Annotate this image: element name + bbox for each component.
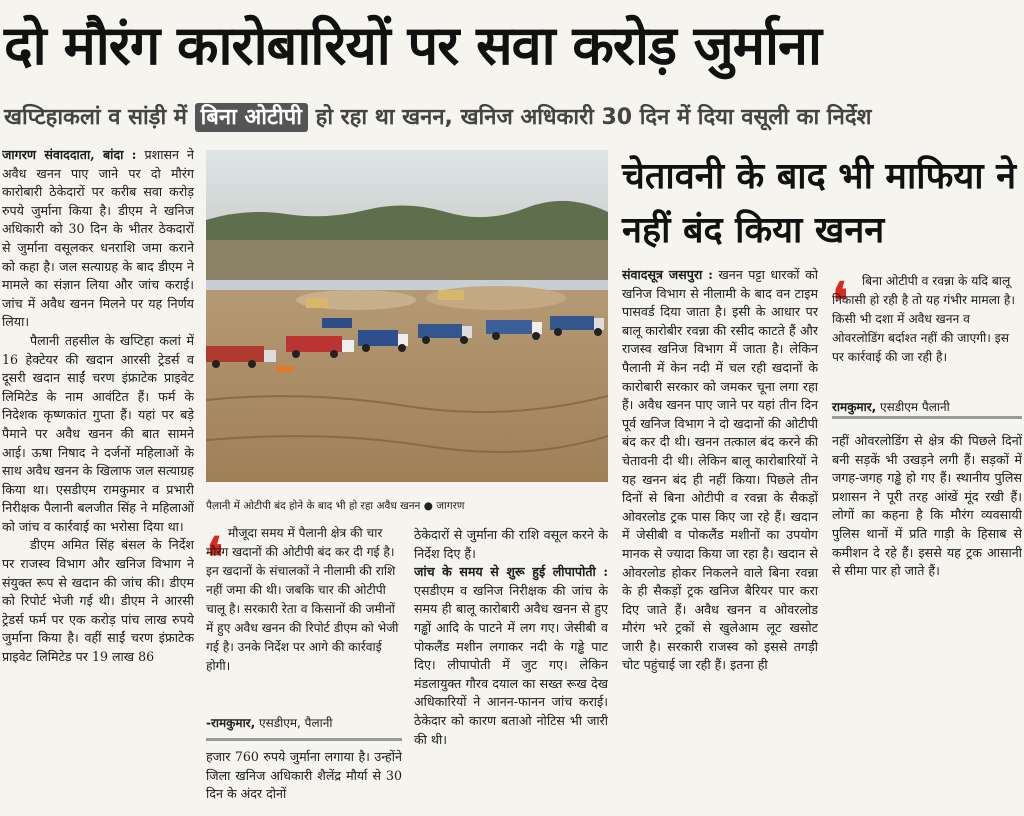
quote-text: बिना ओटीपी व रवन्ना के यदि बालू निकासी हो रही है तो यह गंभीर मामला है। किसी भी दशा में अवैध खनन व ओवरलोडिंग बर्दाश्त नहीं की जाएगी। इस पर कार्रवाई की जा रही है। (832, 274, 1015, 364)
story2-continuation: नहीं ओवरलोडिंग से क्षेत्र की पिछले दिनों बनी सड़कें भी उखड़ने लगी हैं। सड़कों में जगह-जगह गड्ढे हो गए हैं। स्थानीय पुलिस प्रशासन ने पूरी तरह आंखें मूंद रखी हैं। लोगों का कहना है कि मौरंग व्यवसायी पुलिस थानों में प्रति गाड़ी के हिसाब से कमीशन दे रहे हैं। इससे यह ट्रक आसानी से सीमा पार हो जाते हैं। (832, 433, 1022, 579)
section-divider (206, 738, 402, 741)
official-quote-box-2 (832, 271, 1022, 414)
sub-headline-part2: हो रहा था खनन, खनिज अधिकारी 30 दिन में दिया वसूली का निर्देश (315, 105, 872, 130)
story2-column: संवादसूत्र जसपुरा : खनन पट्टा धारकों को खनिज विभाग से नीलामी के बाद वन टाइम पासवर्ड दिया जाता है। इसी के आधार पर बालू कारोबीर रवन्ना की रसीद काटते हैं और राजस्व खनिज विभाग में जाता है। लेकिन पैलानी में केन नदी में चल रही खदानों के कारोबारी सरकार को जमकर चूना लगा रहा हैं। अवैध खनन पाए जाने पर यहां तीन दिन पूर्व खनिज विभाग ने दो खदानों की ओटीपी बंद कर दी थी। खनन तत्काल बंद करने की चेतावनी दी थी। लेकिन बालू कारोबारियों ने यह खनन बंद ही नहीं किया। पिछले तीन दिनों से बिना ओटीपी व रवन्ना के सैकड़ों ओवरलोड ट्रक पास किए जा रहे हैं। खदान में जेसीबी व पोकलैंड मशीनों का उपयोग मानक से ज्यादा किया जा रहा है। खदान से ओवरलोड होकर निकलने वाले बिना रवन्ना के ही सैकड़ों ट्रक खनिज बैरियर पार करा दिए जाते हैं। अवैध खनन व ओवरलोड मौरंग भरे ट्रकों से खुलेआम लूट खसोट जारी है। सरकारी राजस्व को इससे तगड़ी चोट पहुंचाई जा रही हैं। इतना ही (622, 267, 818, 673)
quote-attribution: -रामकुमार, एसडीएम, पैलानी (206, 716, 333, 730)
main-headline: दो मौरंग कारोबारियों पर सवा करोड़ जुर्माना (4, 14, 821, 77)
photo-caption (206, 496, 608, 516)
sub-headline-part1: खप्टिहाकलां व सांड़ी में (4, 105, 187, 130)
story1-paragraph: जागरण संवाददाता, बांदा : प्रशासन ने अवैध खनन पाए जाने पर दो मौरंग कारोबारी ठेकेदारों पर करीब सवा करोड़ रुपये जुर्माना किया है। डीएम ने खनिज अधिकारी को 30 दिन के भीतर ठेकदारों से जुर्माना वसूलकर धनराशि जमा कराने को कहा है। जल सत्याग्रह के बाद डीएम ने मामले का संज्ञान लिया और जांच कराई। जांच में अवैध खनन मिलने पर यह निर्णय लिया। (2, 147, 194, 330)
second-headline: चेतावनी के बाद भी माफिया ने नहीं बंद किया खनन (622, 156, 1017, 251)
photo-credit: ● जागरण (423, 500, 465, 512)
story1-paragraph: पैलानी तहसील के खप्टिहा कलां में 16 हेक्टेयर की खदान आरसी ट्रेडर्स व दूसरी खदान साईं चरण इंफ्राटेक प्राइवेट लिमिटेड के नाम आवंटित हैं। फर्म के निदेशक कृष्णकांत गुप्ता हैं। यहां पर बड़े पैमाने पर अवैध खनन की बात सामने आई। ऊषा निषाद ने दर्जनों महिलाओं के साथ अवैध खनन के खिलाफ जल सत्याग्रह किया था। एसडीएम रामकुमार व प्रभारी निरीक्षक पैलानी बलजीत सिंह ने महिलाओं को जांच व कार्रवाई का भरोसा दिया था। (2, 332, 194, 534)
story2-dateline: संवादसूत्र जसपुरा : (622, 267, 713, 282)
photo-caption-text: पैलानी में ओटीपी बंद होने के बाद भी हो रहा अवैध खनन (206, 500, 421, 512)
quote-attribution: रामकुमार, एसडीएम पैलानी (832, 400, 950, 414)
news-photo-mining-trucks (206, 150, 608, 482)
story1-continuation: हजार 760 रुपये जुर्माना लगाया है। उन्होंने जिला खनिज अधिकारी शैलेंद्र मौर्या से 30 दिन के अंदर दोनों (206, 749, 402, 802)
sub-headline (4, 96, 1020, 140)
story1-column3: ठेकेदारों से जुर्माना की राशि वसूल करने के निर्देश दिए हैं। जांच के समय से शुरू हुई लीपापोती : एसडीएम व खनिज निरीक्षक की जांच के समय ही बालू कारोबारी अवैध खनन से हुए गड्ढों आदि के पाटने में लग गए। जेसीबी व पोकलैंड मशीन लगाकर नदी के गड्ढे पाट दिए। लीपापोती में जुट गए। लेकिन मंडलायुक्त गौरव दयाल का सख्त रूख देख अधिकारियों ने आनन-फानन जांच कराई। ठेकेदार को कारण बताओ नोटिस भी जारी की थी। (414, 527, 608, 747)
story1-column1 (2, 146, 194, 816)
story1-dateline: जागरण संवाददाता, बांदा : (2, 147, 137, 162)
quote-mark-icon: ❛ (832, 271, 849, 330)
official-quote-box (206, 524, 402, 742)
quote-text: मौजूदा समय में पैलानी क्षेत्र की चार मौरंग खदानों की ओटीपी बंद कर दी गई है। इन खदानों के संचालकों ने नीलामी की राशि नहीं जमा की थी। जबकि चार की ओटीपी चालू है। सरकारी रेता व किसानों की जमीनों में हुए अवैध खनन की रिपोर्ट डीएम को भेजी गई है। उनके निर्देश पर आगे की कार्रवाई होगी। (206, 526, 399, 673)
sub-headline-highlight: बिना ओटीपी (195, 103, 308, 132)
subhead: जांच के समय से शुरू हुई लीपापोती : (414, 564, 608, 580)
quote-mark-icon: ❛ (206, 525, 224, 589)
section-divider (832, 416, 1022, 419)
story1-paragraph: डीएम अमित सिंह बंसल के निर्देश पर राजस्व विभाग और खनिज विभाग ने संयुक्त रूप से खदान की जांच की। डीएम को रिपोर्ट भेजी गई थी। डीएम ने आरसी ट्रेडर्स फर्म पर एक करोड़ पांच लाख रुपये जुर्माना किया है। वहीं साईं चरण इंफ्राटेक प्राइवेट लिमिटेड पर 19 लाख 86 (2, 537, 194, 665)
